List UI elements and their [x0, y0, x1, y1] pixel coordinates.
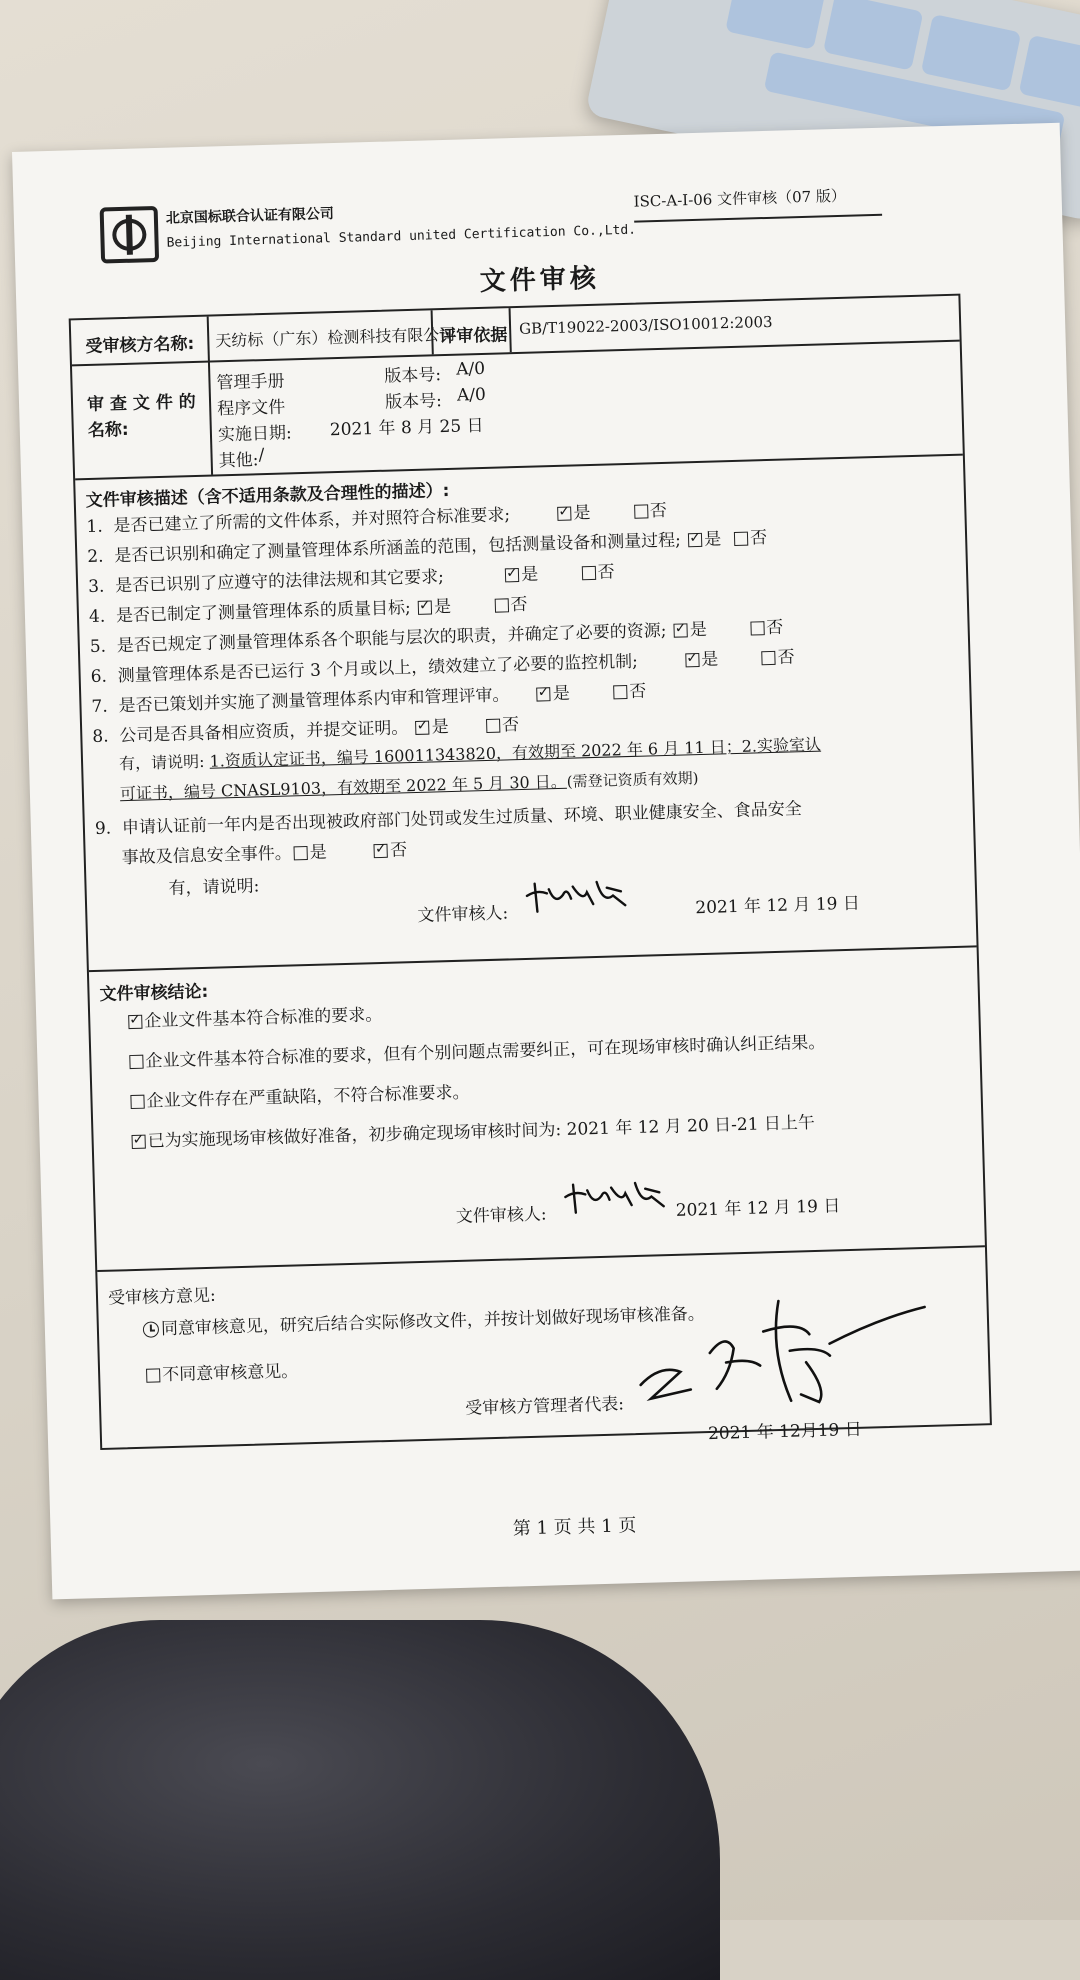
item-9-explain: 有，请说明:: [168, 876, 260, 899]
review-item-2: 2. 是否已识别和确定了测量管理体系所涵盖的范围，包括测量设备和测量过程; ✓ 是 否: [87, 523, 767, 567]
conclusion-date: 2021 年 12 月 19 日: [675, 1196, 841, 1221]
item-8-no-checkbox: [486, 719, 500, 733]
other-value: /: [258, 445, 265, 466]
page-number: 第 1 页 共 1 页: [512, 1515, 637, 1540]
review-item-9: 9. 申请认证前一年内是否出现被政府部门处罚或发生过质量、环境、职业健康安全、食品安全: [94, 799, 802, 839]
company-logo-icon: [100, 206, 160, 264]
company-name-cn: 北京国标联合认证有限公司: [165, 206, 335, 227]
representative-signature-icon: [628, 1287, 931, 1415]
auditee-label: 受审核方名称:: [85, 333, 195, 358]
item-6-no-checkbox: [761, 651, 775, 665]
item-1-yes-checkbox: [557, 507, 571, 521]
item-9-no-checkbox: [374, 844, 388, 858]
conclusion-option-2: 企业文件基本符合标准的要求，但有个别问题点需要纠正，可在现场审核时确认纠正结果。: [127, 1028, 825, 1072]
review-item-7: 7. 是否已策划并实施了测量管理体系内审和管理评审。 ✓ 是 否: [91, 677, 646, 717]
item-5-yes-checkbox: [674, 623, 688, 637]
conclusion-2-checkbox: [129, 1055, 143, 1069]
review-item-3: 3. 是否已识别了应遵守的法律法规和其它要求; ✓ 是 否: [88, 557, 615, 597]
opinion-agree: 同意审核意见，研究后结合实际修改文件，并按计划做好现场审核准备。: [143, 1299, 705, 1340]
basis-value: GB/T19022-2003/ISO10012:2003: [518, 312, 773, 338]
item-6-yes-checkbox: [685, 653, 699, 667]
conclusion-3-checkbox: [130, 1095, 144, 1109]
effective-date-label: 实施日期:: [217, 423, 292, 446]
item-8-explain-line2: 可证书，编号 CNASL9103，有效期至 2022 年 5 月 30 日。(需登记资质有效期): [119, 769, 699, 804]
procedure-version-label: 版本号:: [384, 391, 443, 413]
review-item-1: 1. 是否已建立了所需的文件体系，并对照符合标准要求; ✓ 是 否: [86, 496, 667, 537]
conclusion-1-checkbox: [128, 1015, 142, 1029]
review-heading: 文件审核描述（含不适用条款及合理性的描述）:: [85, 480, 450, 512]
document-code: ISC-A-I-06 文件审核（07 版）: [633, 186, 847, 211]
review-item-4: 4. 是否已制定了测量管理体系的质量目标; ✓ 是 否: [89, 590, 528, 627]
rep-label: 受审核方管理者代表:: [464, 1394, 625, 1419]
item-1-no-checkbox: [634, 504, 648, 518]
procedure-version: A/0: [456, 384, 487, 406]
review-item-8: 8. 公司是否具备相应资质，并提交证明。 ✓ 是 否: [92, 710, 519, 747]
agree-mark-icon: [143, 1321, 159, 1337]
conclusion-signature-icon: [561, 1174, 672, 1221]
conclusion-option-4: ✓已为实施现场审核做好准备，初步确定现场审核时间为: 2021 年 12 月 20 日-21 日上午: [129, 1108, 815, 1152]
manual-name: 管理手册: [216, 371, 285, 394]
document-title: 文件审核: [479, 263, 601, 297]
item-2-yes-checkbox: [688, 533, 702, 547]
opinion-heading: 受审核方意见:: [107, 1285, 217, 1309]
auditee-name: 天纺标（广东）检测科技有限公司: [215, 324, 456, 351]
item-9-yes-checkbox: [293, 846, 307, 860]
review-item-6: 6. 测量管理体系是否已运行 3 个月或以上，绩效建立了必要的监控机制; ✓ 是 否: [90, 642, 795, 687]
conclusion-option-1: ✓企业文件基本符合标准的要求。: [126, 1000, 383, 1032]
conclusion-option-3: 企业文件存在严重缺陷，不符合标准要求。: [128, 1078, 470, 1113]
manual-version: A/0: [455, 358, 486, 380]
opinion-date: 2021 年 12月19 日: [707, 1419, 863, 1445]
procedure-name: 程序文件: [216, 397, 286, 420]
disagree-checkbox: [146, 1368, 160, 1382]
background-lap: [0, 1620, 720, 1980]
review-item-5: 5. 是否已规定了测量管理体系各个职能与层次的职责，并确定了必要的资源; ✓ 是 否: [89, 613, 783, 657]
conclusion-auditor-label: 文件审核人:: [455, 1204, 547, 1228]
review-item-9-line2: 事故及信息安全事件。 是 ✓ 否: [121, 835, 407, 868]
document-paper: [12, 123, 1080, 1600]
item-7-no-checkbox: [613, 685, 627, 699]
basis-label: 评审依据: [439, 325, 508, 348]
opinion-disagree: 不同意审核意见。: [144, 1356, 299, 1385]
conclusion-heading: 文件审核结论:: [99, 981, 209, 1005]
item-3-yes-checkbox: [505, 568, 519, 582]
item-2-no-checkbox: [734, 532, 748, 546]
item-7-yes-checkbox: [537, 687, 551, 701]
item-4-yes-checkbox: [418, 600, 432, 614]
effective-date: 2021 年 8 月 25 日: [329, 415, 484, 441]
manual-version-label: 版本号:: [384, 365, 442, 387]
header-rule: [634, 214, 882, 223]
other-label: 其他:: [218, 450, 259, 472]
item-8-explain-line1: 有，请说明: 1.资质认定证书，编号 160011343820，有效期至 2022 年 6 月 11 日；2.实验室认: [118, 734, 822, 774]
review-date: 2021 年 12 月 19 日: [695, 893, 861, 919]
form-table: [69, 294, 992, 1450]
review-auditor-label: 文件审核人:: [417, 903, 509, 926]
documents-label: 审 查 文 件 的 名称:: [86, 391, 197, 441]
auditor-signature-icon: [522, 873, 633, 920]
item-8-yes-checkbox: [415, 721, 429, 735]
conclusion-4-checkbox: [131, 1135, 145, 1149]
item-3-no-checkbox: [581, 566, 595, 580]
company-name-en: Beijing International Standard united Certification Co.,Ltd.: [166, 222, 637, 251]
item-4-no-checkbox: [494, 598, 508, 612]
item-5-no-checkbox: [750, 621, 764, 635]
